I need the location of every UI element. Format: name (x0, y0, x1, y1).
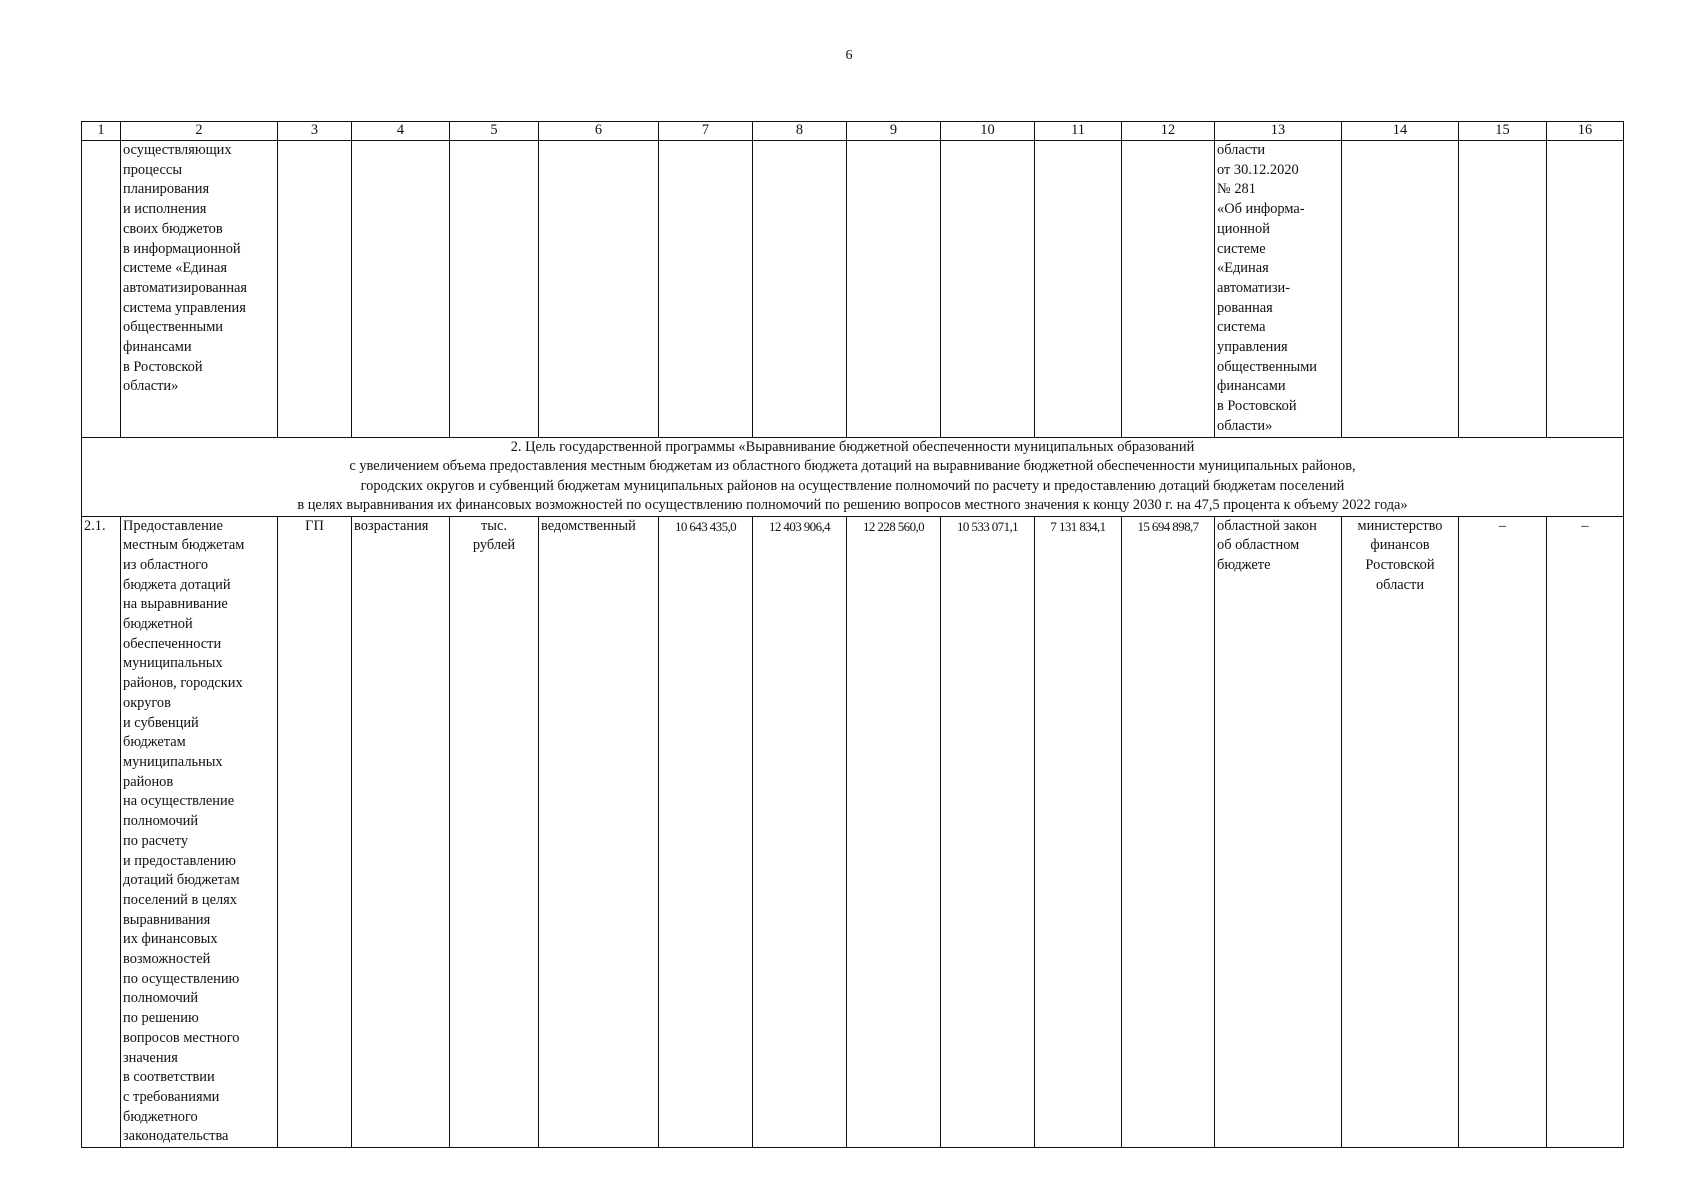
text-line: вопросов местного (123, 1029, 240, 1046)
text-line: автоматизи- (1217, 279, 1291, 296)
text-line: дотаций бюджетам (123, 872, 240, 889)
text-line: планирования (123, 181, 210, 198)
text-line: муниципальных (123, 655, 223, 672)
text-line: районов, городских (123, 675, 243, 692)
text-line: бюджете (1217, 556, 1271, 573)
continuation-row (82, 141, 1624, 438)
column-header: 7 (659, 122, 753, 141)
column-header: 8 (753, 122, 847, 141)
text-line: бюджета дотаций (123, 576, 231, 593)
text-line: полномочий (123, 990, 199, 1007)
text-line: система (1217, 319, 1266, 336)
document-cell (1215, 141, 1342, 438)
text-line: возможностей (123, 951, 211, 968)
column-header: 13 (1215, 122, 1342, 141)
text-line: на осуществление (123, 793, 235, 810)
column-header: 16 (1547, 122, 1624, 141)
indicator-name-text (123, 141, 275, 397)
text-line: области (1375, 576, 1425, 593)
text-line: значения (123, 1049, 178, 1066)
column-header: 15 (1459, 122, 1547, 141)
text-line: ционной (1217, 220, 1270, 237)
text-line: по расчету (123, 832, 189, 849)
text-line: осуществляющих (123, 142, 232, 158)
table-cell (82, 141, 121, 438)
text-line: Ростовской (1365, 556, 1435, 573)
text-line: в соответствии (123, 1069, 215, 1086)
text-line: финансов (1370, 537, 1430, 554)
text-line: их финансовых (123, 931, 218, 948)
text-line: с требованиями (123, 1088, 220, 1105)
text-line: и субвенций (123, 714, 199, 731)
column-number-row (82, 122, 1624, 141)
text-line: процессы (123, 161, 182, 178)
table-cell (352, 141, 450, 438)
table-cell (941, 141, 1035, 438)
text-line: «Об информа- (1217, 201, 1305, 218)
column-header: 3 (278, 122, 352, 141)
text-line: рублей (472, 537, 516, 554)
text-line: об областном (1217, 537, 1300, 554)
text-line: области» (123, 378, 179, 395)
text-line: областной закон (1217, 517, 1317, 534)
column-header: 1 (82, 122, 121, 141)
text-line: области» (1217, 417, 1273, 434)
column-16-value: – (1547, 516, 1624, 1148)
column-header: 2 (121, 122, 278, 141)
text-line: общественными (1217, 358, 1317, 375)
text-line: министерство (1357, 517, 1443, 534)
responsible-cell (1342, 516, 1459, 1148)
table-cell (753, 141, 847, 438)
text-line: районов (123, 773, 174, 790)
table-cell (278, 141, 352, 438)
column-header: 9 (847, 122, 941, 141)
text-line: 2. Цель государственной программы «Выравнивание бюджетной обеспеченности муниципальных образований (510, 438, 1195, 455)
text-line: своих бюджетов (123, 220, 223, 237)
text-line: финансами (1217, 378, 1286, 395)
text-line: Предоставление (123, 517, 223, 534)
value-cell: 15 694 898,7 (1122, 516, 1215, 1148)
text-line: рованная (1217, 299, 1273, 316)
indicator-name-cell (121, 516, 278, 1148)
text-line: законодательства (123, 1128, 229, 1145)
text-line: № 281 (1217, 181, 1256, 198)
text-line: в Ростовской (1217, 398, 1297, 415)
indicator-type: ведомственный (539, 516, 659, 1148)
document-cell (1215, 516, 1342, 1148)
value-cell: 10 643 435,0 (659, 516, 753, 1148)
text-line: поселений в целях (123, 891, 237, 908)
direction: возрастания (352, 516, 450, 1148)
text-line: полномочий (123, 813, 199, 830)
text-line: в Ростовской (123, 358, 203, 375)
text-line: управления (1217, 339, 1288, 356)
column-header: 6 (539, 122, 659, 141)
text-line: округов (123, 694, 171, 711)
table-cell (1342, 141, 1459, 438)
table-cell (847, 141, 941, 438)
text-line: из областного (123, 556, 209, 573)
text-line: муниципальных (123, 753, 223, 770)
document-text (1217, 517, 1339, 576)
goal-row (82, 437, 1624, 516)
table-cell (1459, 141, 1547, 438)
text-line: обеспеченности (123, 635, 222, 652)
column-header: 11 (1035, 122, 1122, 141)
responsible-text (1344, 517, 1456, 596)
value-cell: 10 533 071,1 (941, 516, 1035, 1148)
value-cell: 12 403 906,4 (753, 516, 847, 1148)
text-line: от 30.12.2020 (1217, 161, 1299, 178)
document-text (1217, 141, 1339, 437)
text-line: бюджетного (123, 1108, 198, 1125)
text-line: бюджетной (123, 616, 193, 633)
table-cell (539, 141, 659, 438)
column-header: 10 (941, 122, 1035, 141)
row-number: 2.1. (82, 516, 121, 1148)
page-number: 6 (845, 48, 853, 63)
column-15-value: – (1459, 516, 1547, 1148)
table-cell (450, 141, 539, 438)
column-header: 5 (450, 122, 539, 141)
text-line: и исполнения (123, 201, 207, 218)
table-cell (1122, 141, 1215, 438)
table-cell (1547, 141, 1624, 438)
text-line: в целях выравнивания их финансовых возможностей по осуществлению полномочий по решению вопросов местного значения к концу 2030 г. на 47,5 процента к объему 2022 года» (297, 497, 1408, 514)
text-line: системе «Единая (123, 260, 227, 277)
indicator-name-text (123, 517, 275, 1148)
goal-cell (82, 437, 1624, 516)
text-line: по решению (123, 1010, 199, 1027)
column-header: 14 (1342, 122, 1459, 141)
text-line: области (1217, 142, 1266, 158)
text-line: и предоставлению (123, 852, 236, 869)
unit-cell (450, 516, 539, 1148)
column-header: 12 (1122, 122, 1215, 141)
text-line: финансами (123, 339, 192, 356)
text-line: «Единая (1217, 260, 1269, 277)
indicator-row-2-1 (82, 516, 1624, 1148)
indicator-name-cell (121, 141, 278, 438)
text-line: бюджетам (123, 734, 186, 751)
text-line: общественными (123, 319, 223, 336)
text-line: городских округов и субвенций бюджетам муниципальных районов на осуществление полномочий по расчету и предоставлению дотаций бюджетам поселений (360, 477, 1345, 494)
text-line: автоматизированная (123, 279, 248, 296)
text-line: выравнивания (123, 911, 211, 928)
text-line: системе (1217, 240, 1266, 257)
program-level: ГП (278, 516, 352, 1148)
value-cell: 7 131 834,1 (1035, 516, 1122, 1148)
table-cell (1035, 141, 1122, 438)
unit-text (452, 517, 536, 556)
text-line: на выравнивание (123, 596, 228, 613)
text-line: местным бюджетам (123, 537, 245, 554)
column-header: 4 (352, 122, 450, 141)
table-cell (659, 141, 753, 438)
text-line: система управления (123, 299, 246, 316)
text-line: с увеличением объема предоставления местным бюджетам из областного бюджета дотаций на выравнивание бюджетной обеспеченности муниципальных районов, (349, 458, 1356, 475)
text-line: по осуществлению (123, 970, 240, 987)
indicators-table (81, 121, 1624, 1148)
goal-text (82, 438, 1623, 516)
value-cell: 12 228 560,0 (847, 516, 941, 1148)
text-line: в информационной (123, 240, 241, 257)
text-line: тыс. (481, 517, 507, 534)
